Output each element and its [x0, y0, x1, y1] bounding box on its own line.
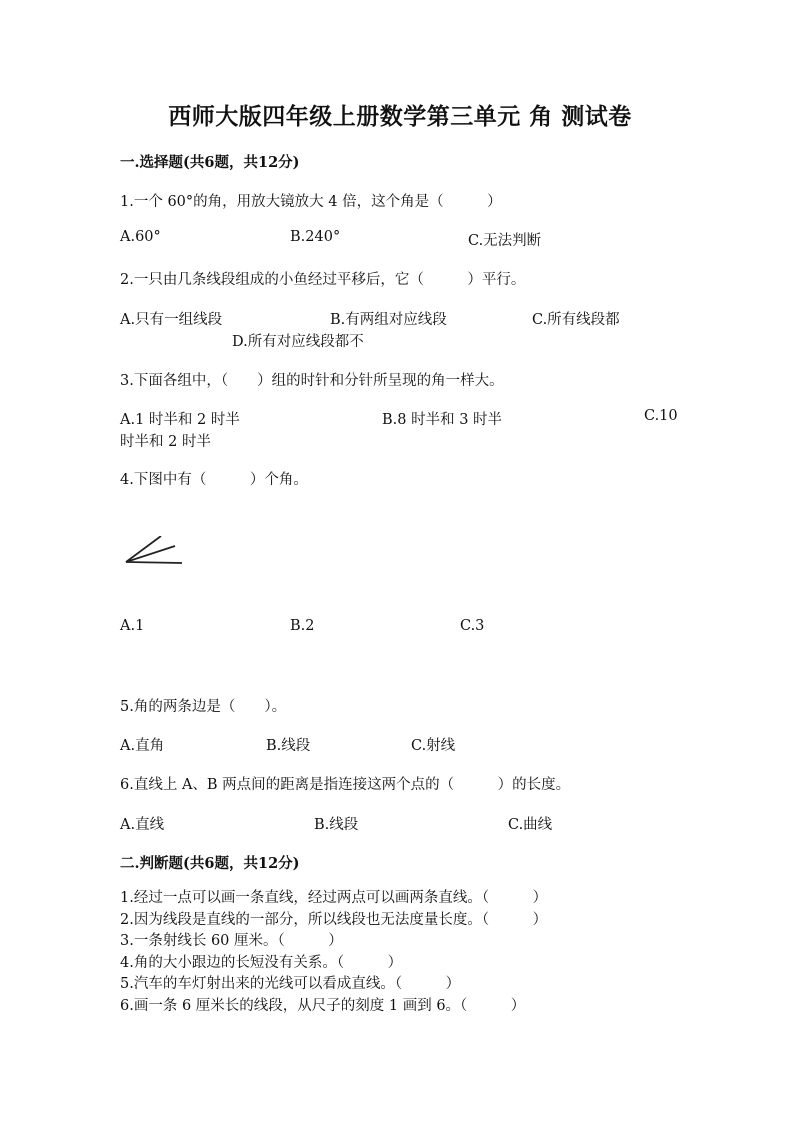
q3-option-c-continued: 时半和 2 时半 — [120, 434, 211, 450]
judgment-item-6: 6.画一条 6 厘米长的线段，从尺子的刻度 1 画到 6。（ ） — [120, 997, 526, 1014]
section-heading-judgment: 二.判断题(共6题，共12分) — [120, 855, 300, 872]
question-1: 1.一个 60°的角，用放大镜放大 4 倍，这个角是（ ） — [120, 194, 502, 210]
page-title: 西师大版四年级上册数学第三单元 角 测试卷 — [168, 103, 632, 130]
q1-option-c: C.无法判断 — [468, 233, 542, 249]
q2-option-a: A.只有一组线段 — [120, 312, 223, 328]
q5-option-a: A.直角 — [120, 738, 165, 754]
question-5: 5.角的两条边是（ ）。 — [120, 699, 287, 715]
q6-option-a: A.直线 — [120, 817, 165, 833]
q1-option-a: A.60° — [120, 229, 161, 245]
q5-option-b: B.线段 — [266, 738, 311, 754]
q4-option-a: A.1 — [120, 618, 145, 634]
q3-option-c: C.10 — [644, 408, 678, 424]
judgment-list — [120, 888, 547, 1017]
q2-option-d: D.所有对应线段都不 — [232, 334, 364, 350]
section-heading-choice: 一.选择题(共6题，共12分) — [120, 154, 300, 171]
q6-option-c: C.曲线 — [508, 817, 553, 833]
q6-option-b: B.线段 — [314, 817, 359, 833]
q2-option-b: B.有两组对应线段 — [330, 312, 447, 328]
q5-option-c: C.射线 — [411, 738, 456, 754]
angle-ray-middle — [126, 546, 175, 562]
judgment-item-2: 2.因为线段是直线的一部分，所以线段也无法度量长度。（ ） — [120, 911, 548, 928]
question-3: 3.下面各组中，（ ）组的时针和分针所呈现的角一样大。 — [120, 373, 504, 389]
q4-option-c: C.3 — [460, 618, 485, 634]
angle-figure — [118, 536, 188, 570]
judgment-item-4: 4.角的大小跟边的长短没有关系。（ ） — [120, 954, 403, 971]
question-6: 6.直线上 A、B 两点间的距离是指连接这两个点的（ ）的长度。 — [120, 777, 571, 793]
question-4: 4.下图中有（ ）个角。 — [120, 472, 308, 488]
angle-ray-bottom — [126, 562, 182, 563]
q3-option-b: B.8 时半和 3 时半 — [382, 412, 503, 428]
q3-option-a: A.1 时半和 2 时半 — [120, 412, 240, 428]
question-2: 2.一只由几条线段组成的小鱼经过平移后，它（ ）平行。 — [120, 272, 526, 288]
angle-ray-top — [126, 536, 161, 562]
q4-option-b: B.2 — [290, 618, 315, 634]
judgment-item-5: 5.汽车的车灯射出来的光线可以看成直线。（ ） — [120, 976, 461, 992]
q2-option-c: C.所有线段都 — [532, 312, 620, 328]
q1-option-b: B.240° — [290, 229, 341, 245]
judgment-item-1: 1.经过一点可以画一条直线，经过两点可以画两条直线。（ ） — [120, 890, 548, 906]
judgment-item-3: 3.一条射线长 60 厘米。（ ） — [120, 933, 343, 949]
